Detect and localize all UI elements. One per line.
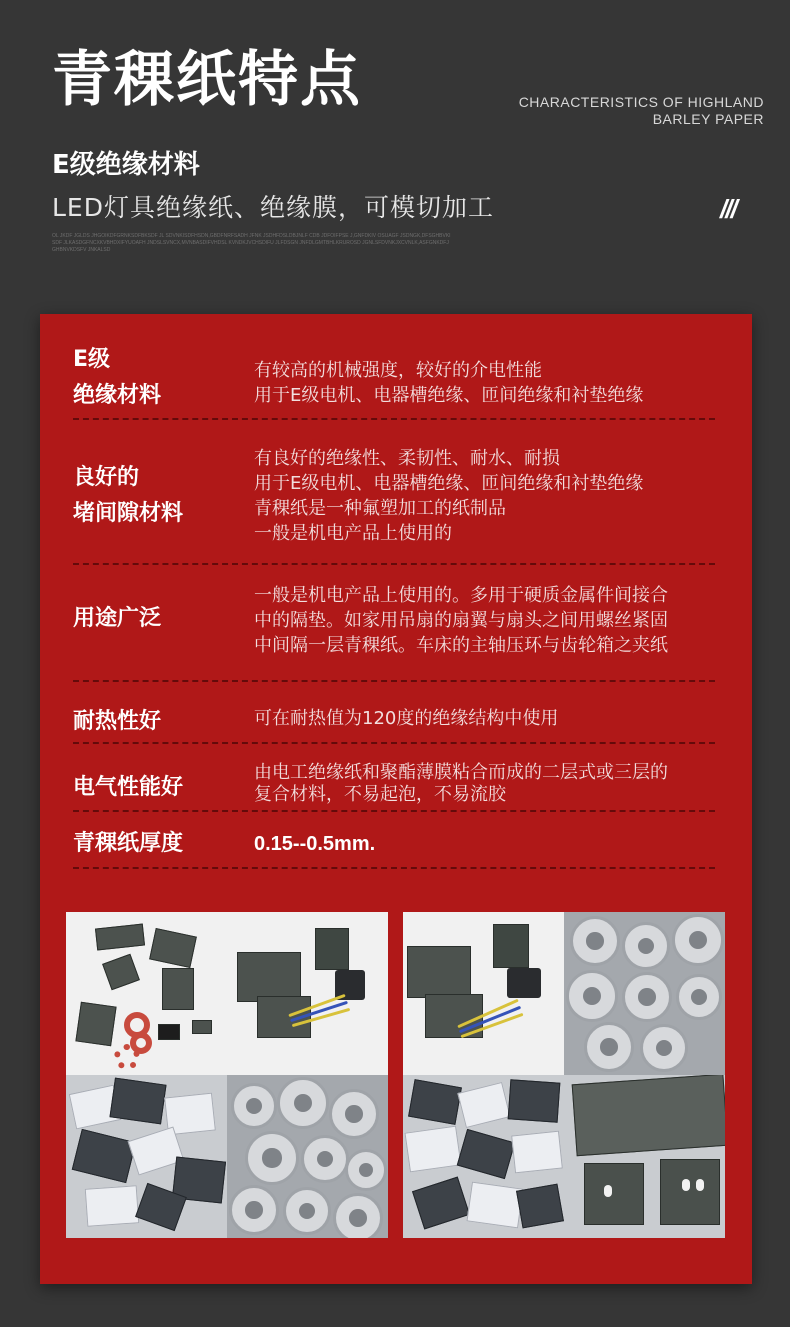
thickness-value: 0.15--0.5mm.	[254, 833, 376, 855]
english-title-line2: BARLEY PAPER	[652, 111, 764, 127]
feature-label-line1: 耐热性好	[73, 709, 162, 734]
sub-title: E级绝缘材料	[52, 150, 200, 180]
feature-label-line1: 电气性能好	[73, 775, 184, 800]
english-title-line1: CHARACTERISTICS OF HIGHLAND	[518, 94, 764, 110]
feature-row-heat-resistance	[73, 682, 715, 744]
feature-desc	[254, 583, 724, 658]
photo-slotted-pads	[564, 1075, 725, 1238]
feature-label	[73, 601, 233, 637]
feature-desc-line: 用于E级电机、电器槽绝缘、匝间绝缘和衬垫绝缘	[254, 385, 644, 406]
feature-row-e-class	[73, 342, 715, 420]
tagline: LED灯具绝缘纸、绝缘膜，可模切加工	[52, 193, 494, 222]
feature-label-line2: 绝缘材料	[73, 383, 162, 408]
feature-desc-line: 有较高的机械强度，较好的介电性能	[254, 360, 542, 381]
feature-row-electrical	[73, 744, 715, 812]
feature-desc-line: 一般是机电产品上使用的。多用于硬质金属件间接合	[254, 585, 668, 606]
decorative-filler-text: OL JKDF JGLDS JHGOIKDFGRNKSDFBKSDF JL SDVNKISDFHSDN,GBDFNRFSADH JFNK JSDHFDSLDBJNLF CDB JDFOIFPSE J,GNFDKIV OSUAGF JSDNGK,DFSGHBVKISDF JLKASDGFNCXKVBHDXIFYUOAFH JNDSLSVNCX,MVNBASDIFVHDSL KVNDKJVCHSDIFU JLFDSGN JNFDLGMTBHLKRUROSD JGNLSFDVNKJXCVNLK,ASFGNKDFJGHBNVKDSFV JNKALSD	[52, 233, 451, 253]
feature-desc-line: 中的隔垫。如家用吊扇的扇翼与扇头之间用螺丝紧固	[254, 610, 668, 631]
feature-label-line1: 青稞纸厚度	[73, 831, 184, 856]
feature-label-line1: 用途广泛	[73, 606, 162, 631]
feature-desc-line: 复合材料，不易起泡，不易流胶	[254, 784, 506, 805]
feature-label-line1: 良好的	[73, 465, 140, 490]
product-photo-collage-right	[403, 912, 725, 1238]
photo-led-driver-with-pads	[227, 912, 388, 1075]
feature-desc-line: 可在耐热值为120度的绝缘结构中使用	[254, 708, 559, 729]
feature-desc-line: 中间隔一层青稞纸。车床的主轴压环与齿轮箱之夹纸	[254, 635, 668, 656]
feature-label	[73, 704, 233, 740]
row-divider	[73, 867, 715, 869]
photo-die-cut-parts	[66, 912, 227, 1075]
feature-label	[73, 342, 233, 414]
photo-led-driver-with-pads	[403, 912, 564, 1075]
photo-cut-sheets-pile	[403, 1075, 564, 1238]
feature-label	[73, 826, 233, 862]
feature-label-line1: E级	[73, 347, 111, 372]
feature-row-thickness	[73, 812, 715, 869]
feature-label	[73, 460, 233, 532]
feature-desc	[254, 706, 724, 731]
feature-desc-line: 用于E级电机、电器槽绝缘、匝间绝缘和衬垫绝缘	[254, 473, 644, 494]
feature-desc-line: 由电工绝缘纸和聚酯薄膜粘合而成的二层式或三层的	[254, 762, 668, 783]
feature-label-line2: 堵间隙材料	[73, 501, 184, 526]
feature-desc-line: 一般是机电产品上使用的	[254, 523, 452, 544]
product-photo-collage-left	[66, 912, 388, 1238]
feature-desc	[254, 832, 724, 857]
feature-row-gap-filling	[73, 420, 715, 565]
feature-label	[73, 770, 233, 806]
photo-washers-pile	[227, 1075, 388, 1238]
main-title: 青稞纸特点	[52, 45, 362, 115]
feature-desc	[254, 358, 724, 408]
photo-washers-pile	[564, 912, 725, 1075]
feature-desc	[254, 762, 724, 806]
feature-desc-line: 青稞纸是一种氟塑加工的纸制品	[254, 498, 506, 519]
feature-row-wide-use	[73, 565, 715, 682]
photo-cut-sheets-pile	[66, 1075, 227, 1238]
feature-panel	[40, 314, 752, 1284]
feature-desc	[254, 446, 724, 546]
english-title	[464, 94, 764, 128]
decorative-slashes: ///	[720, 194, 736, 224]
feature-desc-line: 有良好的绝缘性、柔韧性、耐水、耐损	[254, 448, 560, 469]
